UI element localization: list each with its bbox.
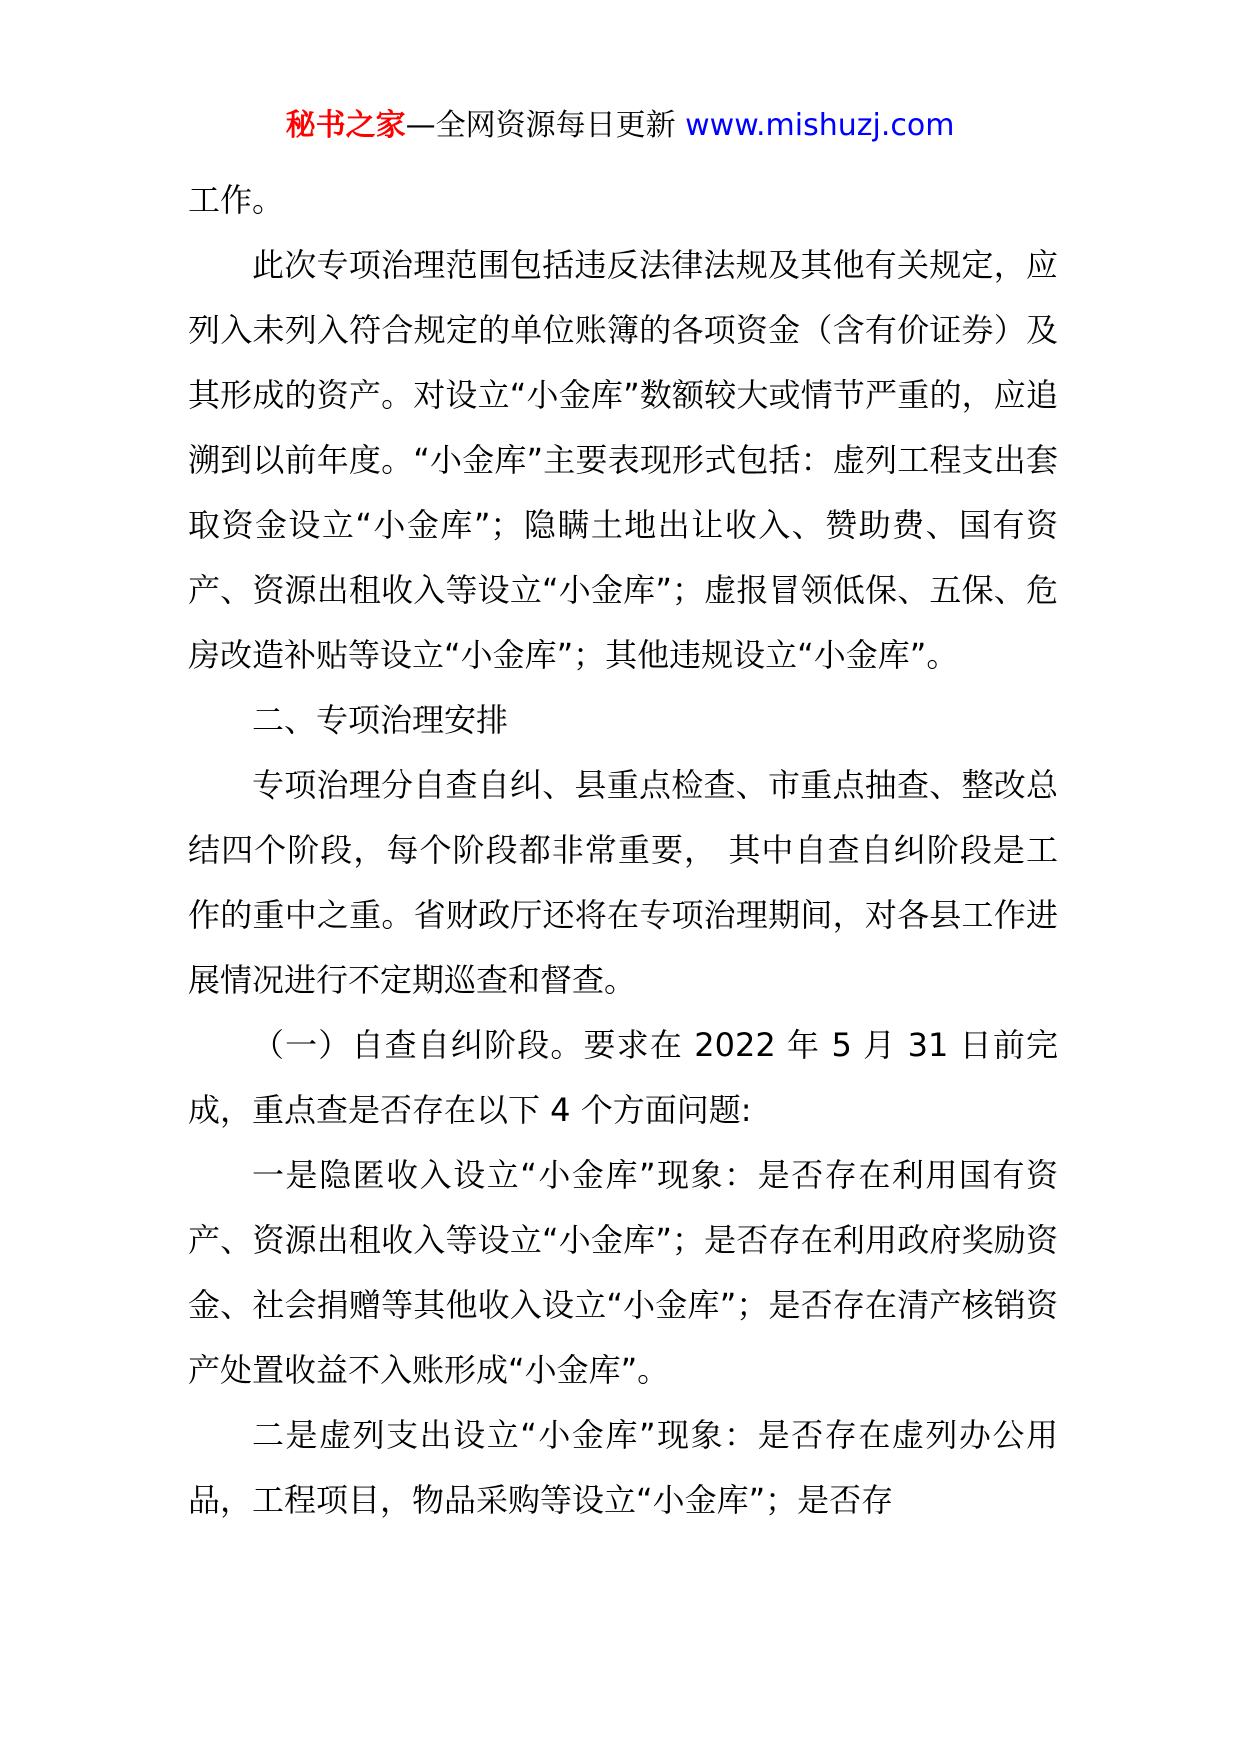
paragraph-continuation: 工作。	[188, 181, 285, 219]
section-heading: 二、专项治理安排	[252, 701, 509, 739]
site-header	[0, 104, 1240, 148]
header-brand: 秘书之家	[285, 108, 406, 143]
header-url-link[interactable]: www.mishuzj.com	[685, 108, 955, 143]
document-body	[188, 168, 1058, 1533]
paragraph-scope: 此次专项治理范围包括违反法律法规及其他有关规定，应列入未列入符合规定的单位账簿的各项资金（含有价证券）及其形成的资产。对设立“小金库”数额较大或情节严重的，应追溯到以前年度。“小金库”主要表现形式包括：虚列工程支出套取资金设立“小金库”；隐瞒土地出让收入、赞助费、国有资产、资源出租收入等设立“小金库”；虚报冒领低保、五保、危房改造补贴等设立“小金库”；其他违规设立“小金库”。	[188, 246, 1058, 674]
paragraph-self-check: （一）自查自纠阶段。要求在 2022 年 5 月 31 日前完成，重点查是否存在以下 4 个方面问题:	[188, 1026, 1058, 1129]
paragraph-stages: 专项治理分自查自纠、县重点检查、市重点抽查、整改总结四个阶段，每个阶段都非常重要， 其中自查自纠阶段是工作的重中之重。省财政厅还将在专项治理期间，对各县工作进展情况进行不定期巡查和督查。	[188, 766, 1058, 999]
header-slogan: —全网资源每日更新	[405, 108, 676, 143]
paragraph-item-one: 一是隐匿收入设立“小金库”现象：是否存在利用国有资产、资源出租收入等设立“小金库”；是否存在利用政府奖励资金、社会捐赠等其他收入设立“小金库”；是否存在清产核销资产处置收益不入账形成“小金库”。	[188, 1156, 1058, 1389]
paragraph-item-two: 二是虚列支出设立“小金库”现象：是否存在虚列办公用品，工程项目，物品采购等设立“小金库”；是否存	[188, 1416, 1058, 1519]
